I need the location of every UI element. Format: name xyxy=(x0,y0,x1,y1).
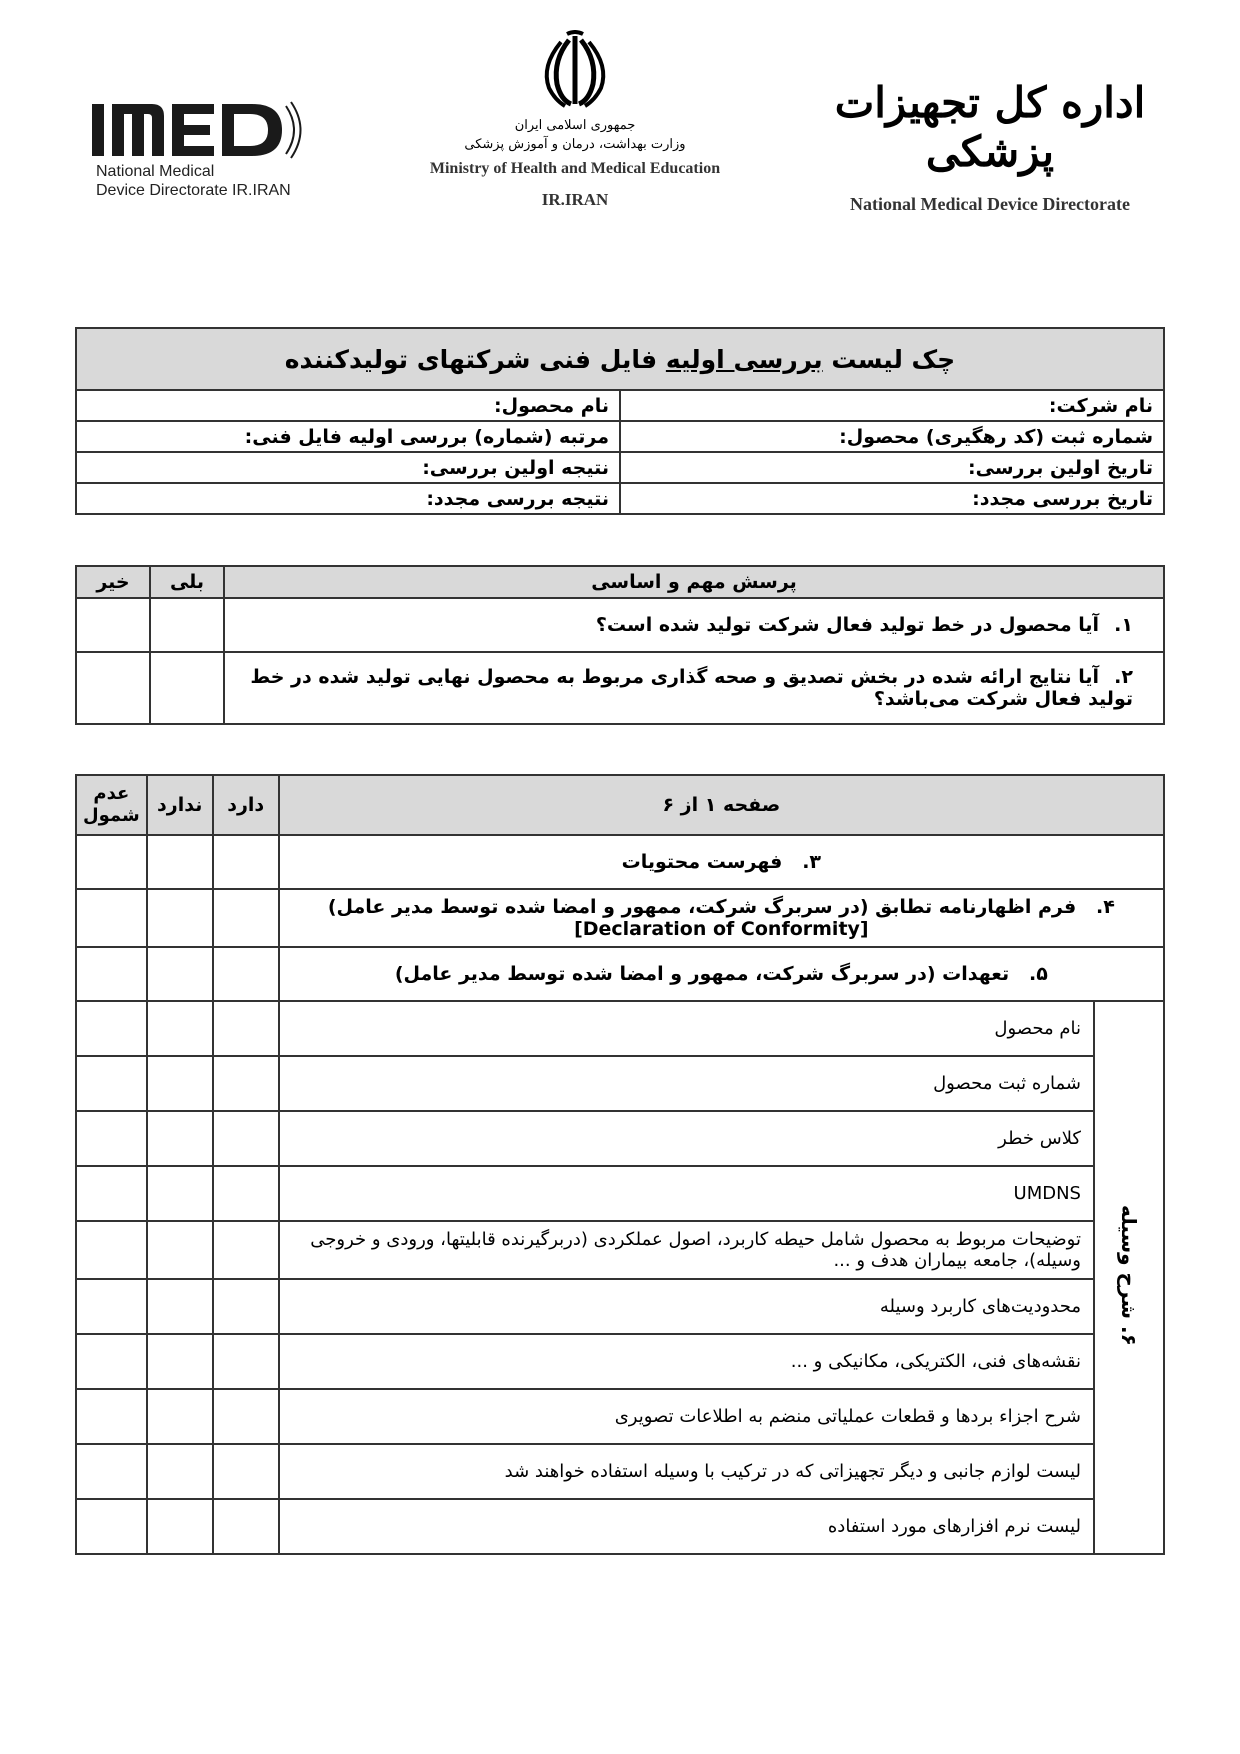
first-review-result-field[interactable]: نتیجه اولین بررسی: xyxy=(76,452,620,483)
na-checkbox[interactable] xyxy=(76,1279,147,1334)
section-item: کلاس خطر xyxy=(279,1111,1094,1166)
ministry-block xyxy=(405,30,745,210)
table-of-contents-item: ۳. فهرست محتویات xyxy=(279,835,1164,889)
section-item: توضیحات مربوط به محصول شامل حیطه کاربرد، اصول عملکردی (دربرگیرنده قابلیتها، ورودی و خروجی وسیله)، جامعه بیماران هدف و ... xyxy=(279,1221,1094,1279)
hasnot-checkbox[interactable] xyxy=(147,1056,213,1111)
has-checkbox[interactable] xyxy=(213,1001,279,1056)
checklist-row xyxy=(76,947,1164,1001)
info-row xyxy=(76,421,1164,452)
section-item: لیست نرم افزارهای مورد استفاده xyxy=(279,1499,1094,1554)
section-item: محدودیت‌های کاربرد وسیله xyxy=(279,1279,1094,1334)
hasnot-checkbox[interactable] xyxy=(147,1001,213,1056)
na-checkbox[interactable] xyxy=(76,1166,147,1221)
checklist-title: چک لیست بررسی اولیه فایل فنی شرکتهای تولیدکننده xyxy=(76,328,1164,390)
company-name-field[interactable]: نام شرکت: xyxy=(620,390,1164,421)
re-review-date-field[interactable]: تاریخ بررسی مجدد: xyxy=(620,483,1164,514)
checklist-row xyxy=(76,1279,1164,1334)
section-item: شرح اجزاء بردها و قطعات عملیاتی منضم به اطلاعات تصویری xyxy=(279,1389,1094,1444)
ministry-en: Ministry of Health and Medical Education xyxy=(429,160,721,177)
ministry-fa-line1: جمهوری اسلامی ایران xyxy=(514,118,636,133)
info-table xyxy=(75,327,1165,515)
na-checkbox[interactable] xyxy=(76,1001,147,1056)
question-2: ۲.آیا نتایج ارائه شده در بخش تصدیق و صحه گذاری مربوط به محصول نهایی تولید شده در خط تولید فعال شرکت می‌باشد؟ xyxy=(224,652,1164,724)
na-checkbox[interactable] xyxy=(76,889,147,947)
checklist-row xyxy=(76,1056,1164,1111)
document-checklist-table xyxy=(75,774,1165,1555)
hasnot-column-header: ندارد xyxy=(147,775,213,835)
has-checkbox[interactable] xyxy=(213,1334,279,1389)
declaration-en: [Declaration of Conformity] xyxy=(574,918,869,940)
hasnot-checkbox[interactable] xyxy=(147,1389,213,1444)
section-item: نقشه‌های فنی، الکتریکی، مکانیکی و ... xyxy=(279,1334,1094,1389)
has-column-header: دارد xyxy=(213,775,279,835)
has-checkbox[interactable] xyxy=(213,1221,279,1279)
has-checkbox[interactable] xyxy=(213,1279,279,1334)
re-review-result-field[interactable]: نتیجه بررسی مجدد: xyxy=(76,483,620,514)
hasnot-checkbox[interactable] xyxy=(147,1499,213,1554)
info-row xyxy=(76,452,1164,483)
no-column-header: خیر xyxy=(76,566,150,598)
title-underlined: بررسی اولیه xyxy=(665,344,823,374)
na-checkbox[interactable] xyxy=(76,1389,147,1444)
hasnot-checkbox[interactable] xyxy=(147,947,213,1001)
product-name-field[interactable]: نام محصول: xyxy=(76,390,620,421)
checklist-row xyxy=(76,1001,1164,1056)
has-checkbox[interactable] xyxy=(213,1499,279,1554)
na-checkbox[interactable] xyxy=(76,1334,147,1389)
iran-emblem-icon xyxy=(535,30,615,110)
registration-number-field[interactable]: شماره ثبت (کد رهگیری) محصول: xyxy=(620,421,1164,452)
declaration-item: ۴. فرم اظهارنامه تطابق (در سربرگ شرکت، ممهور و امضا شده توسط مدیر عامل) [Declaration of Conformity] xyxy=(279,889,1164,947)
directorate-fa: اداره کل تجهیزات پزشکی xyxy=(834,78,1146,176)
page-header xyxy=(0,0,1240,270)
section-item: لیست لوازم جانبی و دیگر تجهیزاتی که در ترکیب با وسیله استفاده خواهند شد xyxy=(279,1444,1094,1499)
checklist-row xyxy=(76,1166,1164,1221)
checklist-row xyxy=(76,1444,1164,1499)
section-item: نام محصول xyxy=(279,1001,1094,1056)
checklist-row xyxy=(76,889,1164,947)
no-checkbox-2[interactable] xyxy=(76,652,150,724)
directorate-en: National Medical Device Directorate xyxy=(849,194,1131,214)
na-checkbox[interactable] xyxy=(76,1056,147,1111)
question-row xyxy=(76,652,1164,724)
na-checkbox[interactable] xyxy=(76,1499,147,1554)
na-column-header: عدم شمول xyxy=(76,775,147,835)
key-questions-header: پرسش مهم و اساسی xyxy=(224,566,1164,598)
checklist-row xyxy=(76,1221,1164,1279)
hasnot-checkbox[interactable] xyxy=(147,1166,213,1221)
yes-checkbox-2[interactable] xyxy=(150,652,224,724)
checklist-row xyxy=(76,835,1164,889)
na-checkbox[interactable] xyxy=(76,1444,147,1499)
na-checkbox[interactable] xyxy=(76,947,147,1001)
key-questions-table xyxy=(75,565,1165,725)
has-checkbox[interactable] xyxy=(213,1444,279,1499)
section-item: شماره ثبت محصول xyxy=(279,1056,1094,1111)
device-description-section: ۶. شرح وسیله xyxy=(1094,1001,1164,1554)
no-checkbox-1[interactable] xyxy=(76,598,150,652)
has-checkbox[interactable] xyxy=(213,1111,279,1166)
hasnot-checkbox[interactable] xyxy=(147,1334,213,1389)
checklist-row xyxy=(76,1111,1164,1166)
has-checkbox[interactable] xyxy=(213,1056,279,1111)
hasnot-checkbox[interactable] xyxy=(147,1111,213,1166)
ministry-fa-line2: وزارت بهداشت، درمان و آموزش پزشکی xyxy=(464,137,686,152)
review-round-field[interactable]: مرتبه (شماره) بررسی اولیه فایل فنی: xyxy=(76,421,620,452)
imed-subtitle-2: Device Directorate IR.IRAN xyxy=(96,182,291,199)
section-item: UMDNS xyxy=(279,1166,1094,1221)
na-checkbox[interactable] xyxy=(76,835,147,889)
directorate-block xyxy=(815,78,1165,215)
page-indicator: صفحه ۱ از ۶ xyxy=(279,775,1164,835)
question-row xyxy=(76,598,1164,652)
has-checkbox[interactable] xyxy=(213,1166,279,1221)
imed-subtitle-1: National Medical xyxy=(96,163,215,180)
na-checkbox[interactable] xyxy=(76,1111,147,1166)
info-row xyxy=(76,483,1164,514)
hasnot-checkbox[interactable] xyxy=(147,1279,213,1334)
imed-logo xyxy=(92,98,312,200)
hasnot-checkbox[interactable] xyxy=(147,1444,213,1499)
na-checkbox[interactable] xyxy=(76,1221,147,1279)
checklist-row xyxy=(76,1389,1164,1444)
has-checkbox[interactable] xyxy=(213,1389,279,1444)
info-row xyxy=(76,390,1164,421)
checklist-row xyxy=(76,1499,1164,1554)
checklist-row xyxy=(76,1334,1164,1389)
imed-logo-mark xyxy=(92,98,302,162)
hasnot-checkbox[interactable] xyxy=(147,889,213,947)
has-checkbox[interactable] xyxy=(213,835,279,889)
has-checkbox[interactable] xyxy=(213,889,279,947)
ministry-country: IR.IRAN xyxy=(541,190,609,209)
has-checkbox[interactable] xyxy=(213,947,279,1001)
yes-checkbox-1[interactable] xyxy=(150,598,224,652)
hasnot-checkbox[interactable] xyxy=(147,835,213,889)
first-review-date-field[interactable]: تاریخ اولین بررسی: xyxy=(620,452,1164,483)
yes-column-header: بلی xyxy=(150,566,224,598)
question-1: ۱.آیا محصول در خط تولید فعال شرکت تولید شده است؟ xyxy=(224,598,1164,652)
hasnot-checkbox[interactable] xyxy=(147,1221,213,1279)
commitments-item: ۵. تعهدات (در سربرگ شرکت، ممهور و امضا شده توسط مدیر عامل) xyxy=(279,947,1164,1001)
